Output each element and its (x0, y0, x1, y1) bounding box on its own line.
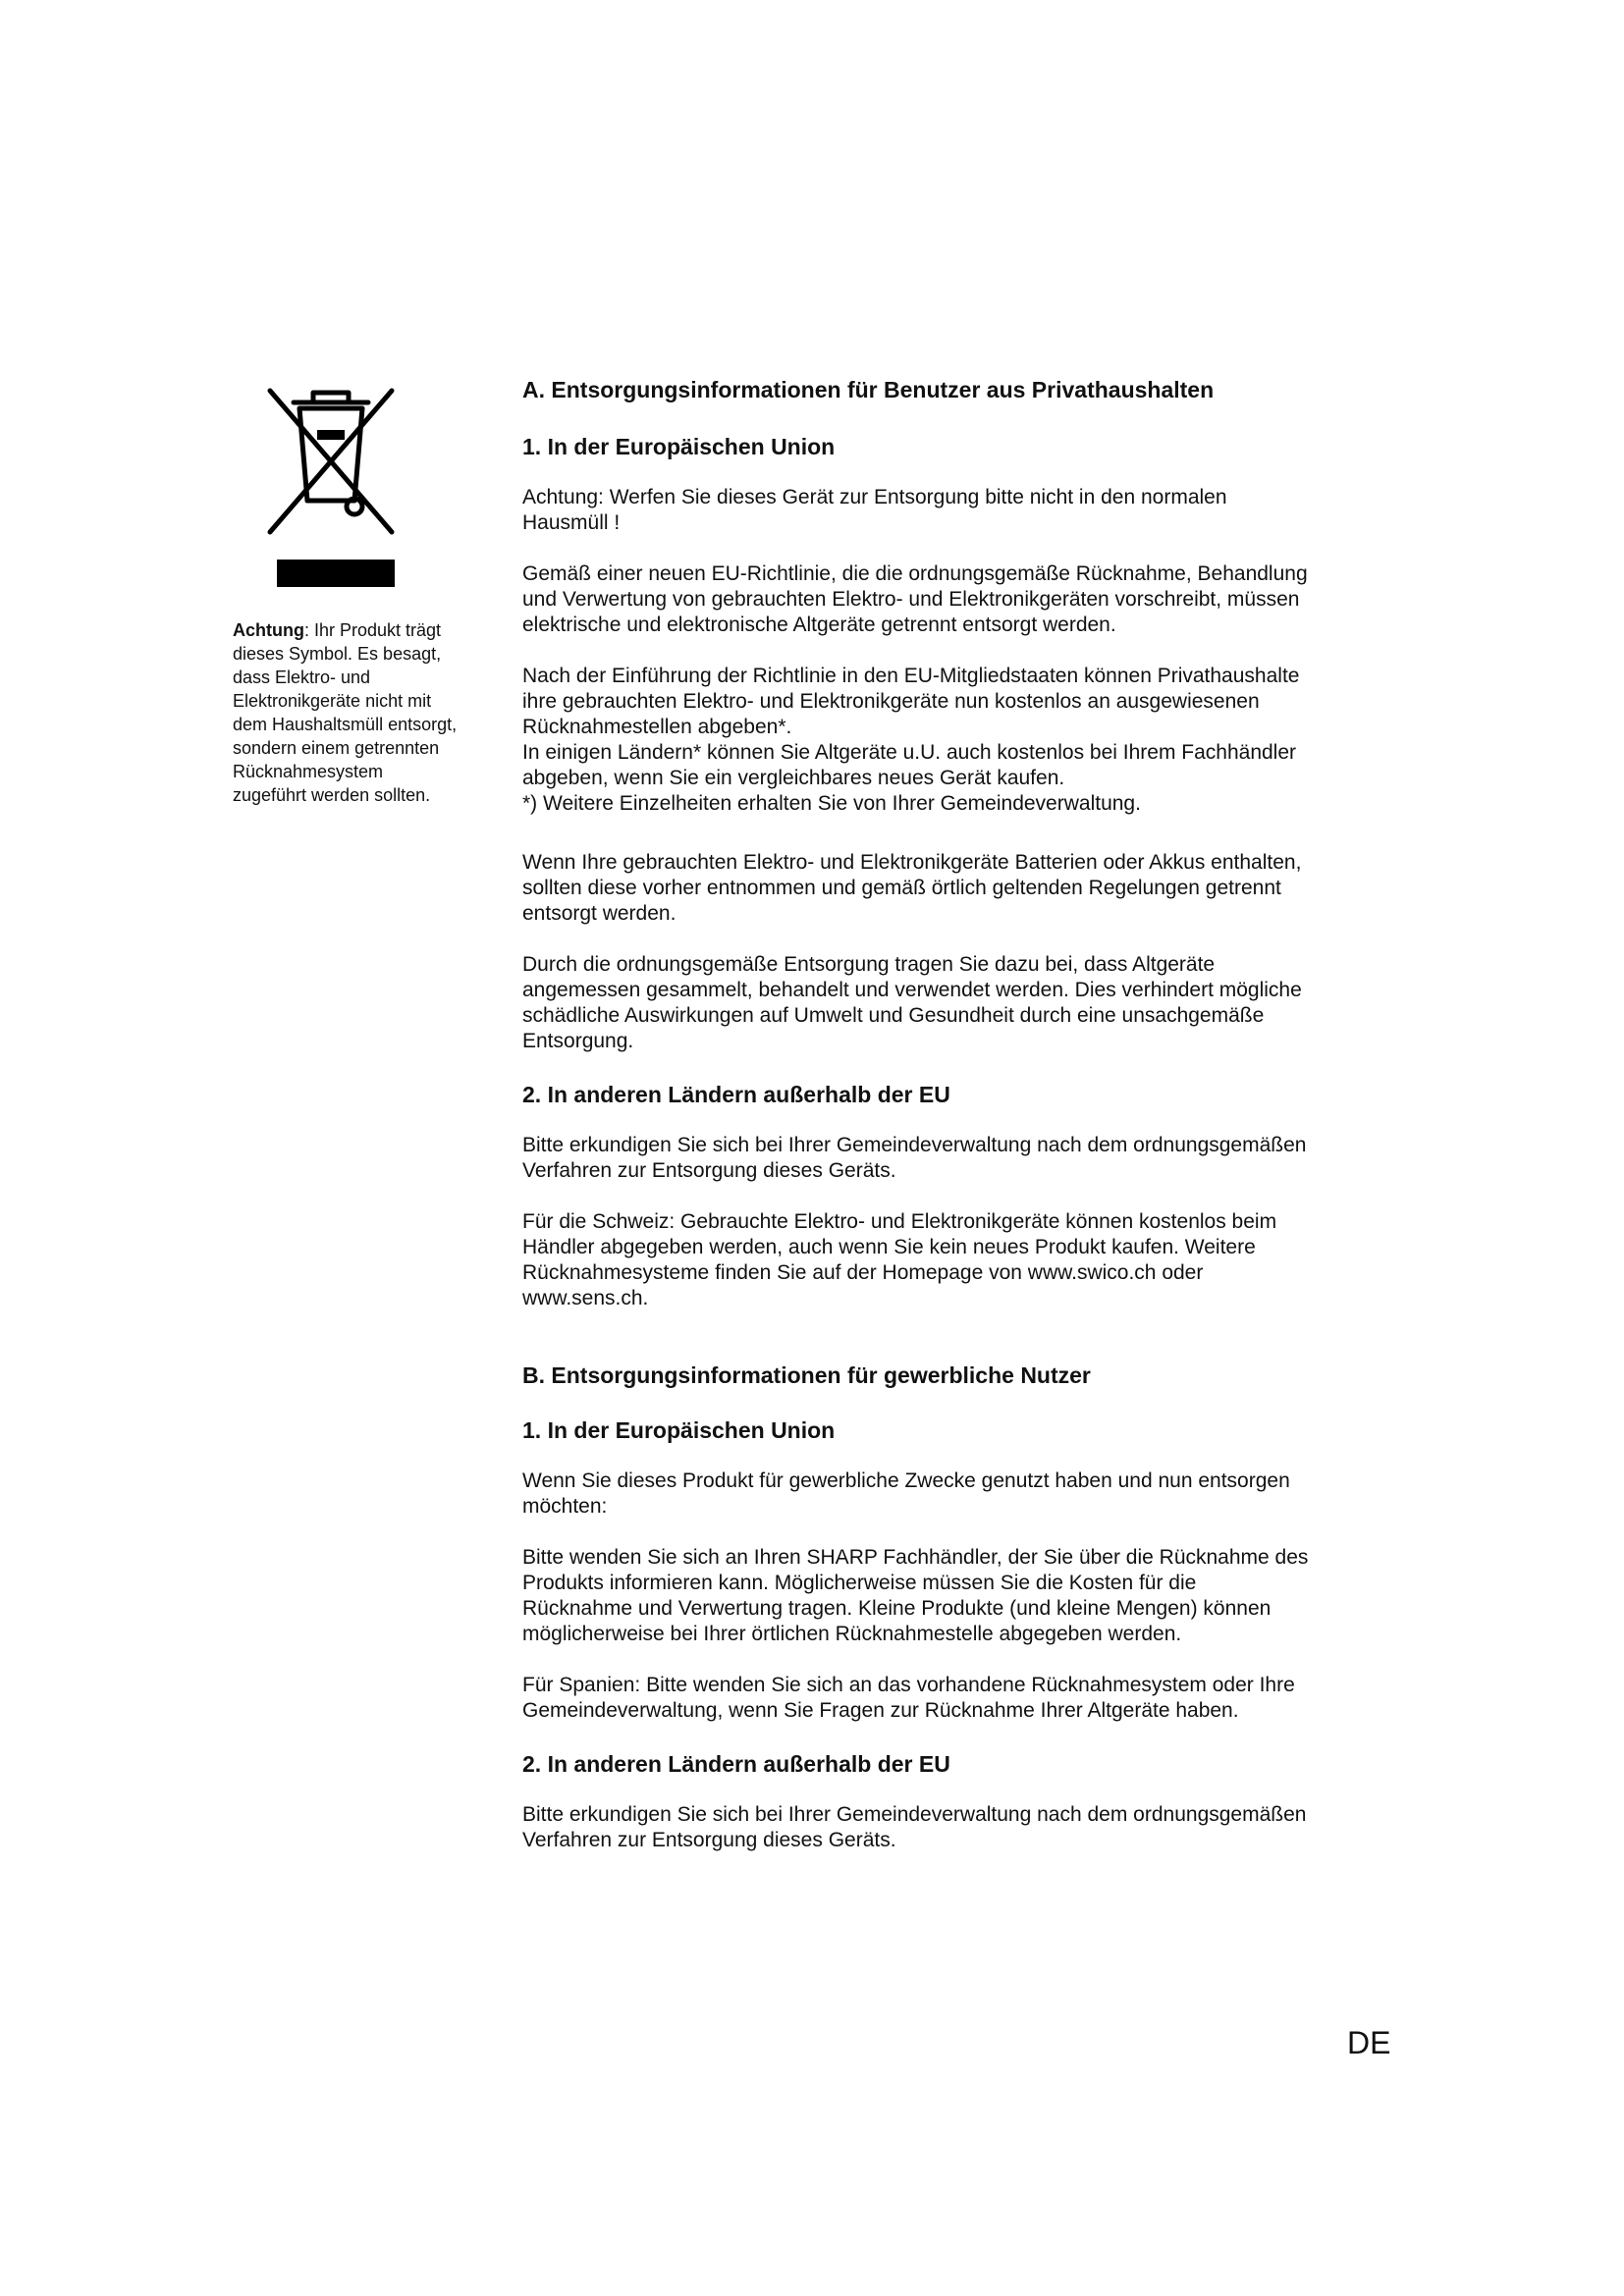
section-a-other-heading: 2. In anderen Ländern außerhalb der EU (522, 1082, 950, 1107)
section-a-p7: Für die Schweiz: Gebrauchte Elektro- und Elektronikgeräte können kostenlos beim Händler abgegeben werden, auch wenn Sie kein neues Produkt kaufen. Weitere Rücknahmesysteme finden Sie auf der Homepage von www.swico.ch oder www.sens.ch. (522, 1210, 1277, 1309)
section-b-p4: Bitte erkundigen Sie sich bei Ihrer Gemeindeverwaltung nach dem ordnungsgemäßen Verfahren zur Entsorgung dieses Geräts. (522, 1803, 1307, 1851)
section-a-p6: Bitte erkundigen Sie sich bei Ihrer Gemeindeverwaltung nach dem ordnungsgemäßen Verfahren zur Entsorgung dieses Geräts. (522, 1134, 1307, 1182)
crossed-bin-icon (252, 373, 409, 540)
section-a-p3: Nach der Einführung der Richtlinie in den EU-Mitgliedstaaten können Privathaushalte ihre gebrauchten Elektro- und Elektronikgeräte nun kostenlos an ausgewiesenen Rücknahmestellen abgeben*. In einigen Ländern* können Sie Altgeräte u.U. auch kostenlos bei Ihrem Fachhändler abgeben, wenn Sie ein vergleichbares neues Gerät kaufen. *) Weitere Einzelheiten erhalten Sie von Ihrer Gemeindeverwaltung. (522, 665, 1300, 815)
section-a-eu-heading: 1. In der Europäischen Union (522, 434, 836, 459)
symbol-note: Achtung: Ihr Produkt trägt dieses Symbol. Es besagt, dass Elektro- und Elektronikgeräte nicht mit dem Haushaltsmüll entsorgt, sondern einem getrennten Rücknahmesystem zugeführt werden sollten. (233, 620, 458, 805)
section-a-p5: Durch die ordnungsgemäße Entsorgung tragen Sie dazu bei, dass Altgeräte angemessen gesammelt, behandelt und verwendet werden. Dies verhindert mögliche schädliche Auswirkungen auf Umwelt und Gesundheit durch eine unsachgemäße Entsorgung. (522, 953, 1302, 1052)
language-tag: DE (1347, 2025, 1391, 2060)
section-b-eu-heading: 1. In der Europäischen Union (522, 1417, 836, 1443)
note-bold: Achtung (233, 620, 304, 640)
section-b-p1: Wenn Sie dieses Produkt für gewerbliche Zwecke genutzt haben und nun entsorgen möchten: (522, 1469, 1290, 1518)
section-b-title: B. Entsorgungsinformationen für gewerbliche Nutzer (522, 1362, 1091, 1388)
section-a-p4: Wenn Ihre gebrauchten Elektro- und Elektronikgeräte Batterien oder Akkus enthalten, sollten diese vorher entnommen und gemäß örtlich geltenden Regelungen getrennt entsorgt werden. (522, 851, 1302, 925)
section-b-p2: Bitte wenden Sie sich an Ihren SHARP Fachhändler, der Sie über die Rücknahme des Produkts informieren kann. Möglicherweise müssen Sie die Kosten für die Rücknahme und Verwertung tragen. Kleine Produkte (und kleine Mengen) können möglicherweise bei Ihrer örtlichen Rücknahmestelle abgegeben werden. (522, 1546, 1309, 1645)
black-bar (277, 560, 395, 587)
section-b-p3: Für Spanien: Bitte wenden Sie sich an das vorhandene Rücknahmesystem oder Ihre Gemeindeverwaltung, wenn Sie Fragen zur Rücknahme Ihrer Altgeräte haben. (522, 1674, 1295, 1722)
section-a-p1: Achtung: Werfen Sie dieses Gerät zur Entsorgung bitte nicht in den normalen Hausmüll ! (522, 486, 1227, 534)
section-a-p2: Gemäß einer neuen EU-Richtlinie, die die ordnungsgemäße Rücknahme, Behandlung und Verwertung von gebrauchten Elektro- und Elektronikgeräten vorschreibt, müssen elektrische und elektronische Altgeräte getrennt entsorgt werden. (522, 562, 1308, 636)
section-b-other-heading: 2. In anderen Ländern außerhalb der EU (522, 1751, 950, 1777)
section-a-title: A. Entsorgungsinformationen für Benutzer aus Privathaushalten (522, 377, 1215, 402)
